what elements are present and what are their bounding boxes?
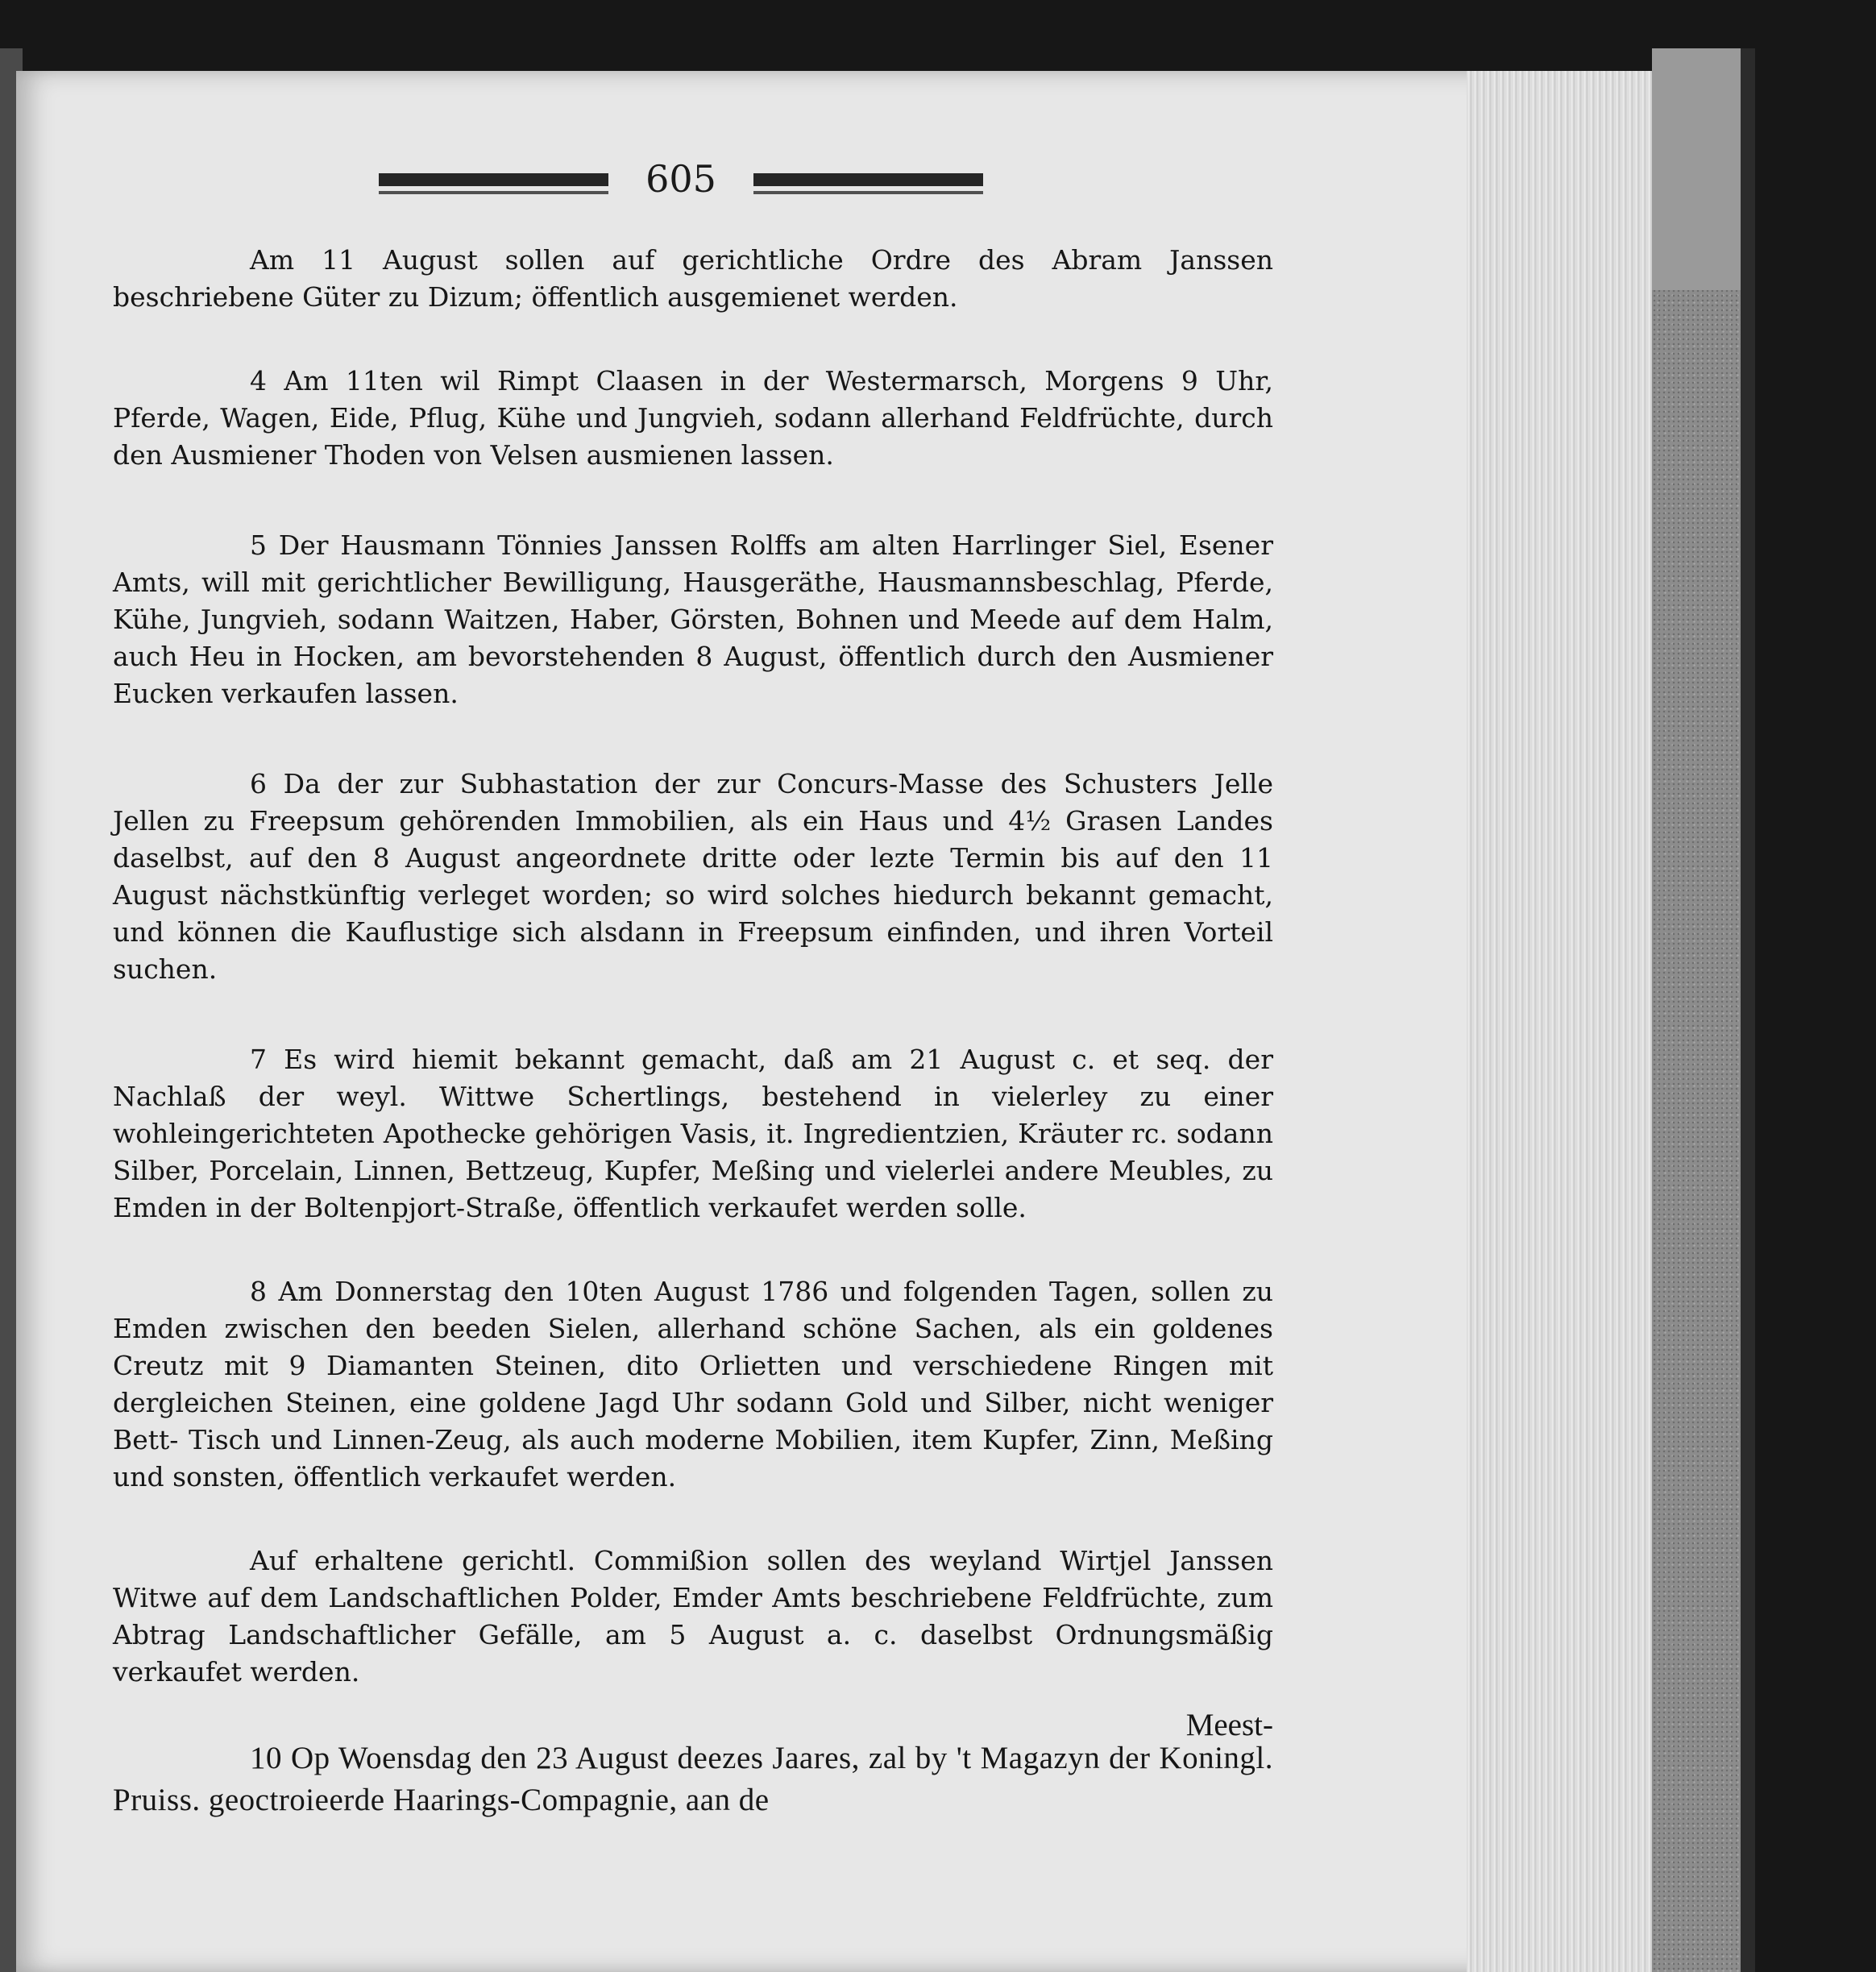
page-header bbox=[379, 157, 983, 206]
cover-edge bbox=[1741, 48, 1755, 1972]
header-rule-right bbox=[753, 173, 983, 186]
notice-text bbox=[113, 242, 1273, 1821]
cover-corner bbox=[1652, 48, 1741, 290]
book-cover bbox=[1652, 56, 1749, 1972]
catchword: Meest- bbox=[1185, 1708, 1273, 1742]
notice-paragraph: Auf erhaltene gerichtl. Commißion sollen des weyland Wirtjel Janssen Witwe auf dem Landschaftlichen Polder, Emder Amts beschriebene Feldfrüchte, zum Abtrag Landschaftlicher Gefälle, am 5 August a. c. daselbst Ordnungsmäßig verkaufet werden. bbox=[113, 1545, 1273, 1688]
notice-paragraph: 5 Der Hausmann Tönnies Janssen Rolffs am alten Harrlinger Siel, Esener Amts, will mit gerichtlicher Bewilligung, Hausgeräthe, Hausmannsbeschlag, Pferde, Kühe, Jungvieh, sodann Waitzen, Haber, Görsten, Bohnen und Meede auf dem Halm, auch Heu in Hocken, am bevorstehenden 8 August, öffentlich durch den Ausmiener Eucken verkaufen lassen. bbox=[113, 529, 1273, 709]
notice-paragraph: 4 Am 11ten wil Rimpt Claasen in der Westermarsch, Morgens 9 Uhr, Pferde, Wagen, Eide, Pflug, Kühe und Jungvieh, sodann allerhand Feldfrüchte, durch den Ausmiener Thoden von Velsen ausmienen lassen. bbox=[113, 365, 1273, 471]
page-edges bbox=[1467, 71, 1660, 1972]
notice-paragraph: Am 11 August sollen auf gerichtliche Ordre des Abram Janssen beschriebene Güter zu Dizum; öffentlich ausgemienet werden. bbox=[113, 244, 1273, 313]
notice-paragraph: 7 Es wird hiemit bekannt gemacht, daß am 21 August c. et seq. der Nachlaß der weyl. Wittwe Schertlings, bestehend in vielerley zu einer wohleingerichteten Apothecke gehörigen Vasis, it. Ingredientzien, Kräuter rc. sodann Silber, Porcelain, Linnen, Bettzeug, Kupfer, Meßing und vielerlei andere Meubles, zu Emden in der Boltenpjort-Straße, öffentlich verkaufet werden solle. bbox=[113, 1044, 1273, 1223]
page-number: 605 bbox=[645, 157, 716, 201]
notice-paragraph: 8 Am Donnerstag den 10ten August 1786 und folgenden Tagen, sollen zu Emden zwischen den beeden Sielen, allerhand schöne Sachen, als ein goldenes Creutz mit 9 Diamanten Steinen, dito Orlietten und verschiedene Ringen mit dergleichen Steinen, eine goldene Jagd Uhr sodann Gold und Silber, nicht weniger Bett- Tisch und Linnen-Zeug, als auch moderne Mobilien, item Kupfer, Zinn, Meßing und sonsten, öffentlich verkaufet werden. bbox=[113, 1276, 1273, 1492]
notice-paragraph-dutch: 10 Op Woensdag den 23 August deezes Jaares, zal by 't Magazyn der Koningl. Pruiss. geoctroieerde Haarings-Compagnie, aan de bbox=[113, 1741, 1273, 1817]
notice-paragraph: 6 Da der zur Subhastation der zur Concurs-Masse des Schusters Jelle Jellen zu Freepsum gehörenden Immobilien, als ein Haus und 4½ Grasen Landes daselbst, auf den 8 August angeordnete dritte oder lezte Termin bis auf den 11 August nächstkünftig verleget worden; so wird solches hiedurch bekannt gemacht, und können die Kauflustige sich alsdann in Freepsum einfinden, und ihren Vorteil suchen. bbox=[113, 768, 1273, 985]
header-rule-left bbox=[379, 173, 608, 186]
